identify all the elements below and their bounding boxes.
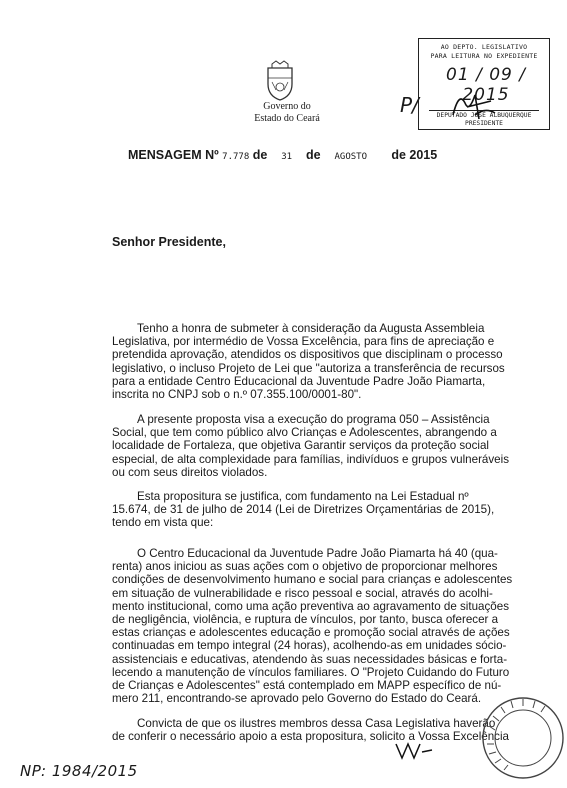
stamp-line2: PARA LEITURA NO EXPEDIENTE [430, 52, 538, 60]
gov-line2: Estado do Ceará [254, 113, 320, 124]
text-line: Convicta de que os ilustres membros dessa Casa Legislativa haverão [137, 717, 496, 730]
text-line: O Centro Educacional da Juventude Padre João Piamarta há 40 (qua- [137, 547, 498, 560]
text-line: em situação de vulnerabilidade e risco pessoal e social, através do acolhi- [112, 586, 493, 600]
stamp-line1: AO DEPTO. LEGISLATIVO [440, 43, 528, 51]
text-line: inscrita no CNPJ sob o n.º 07.355.100/0001-80". [112, 388, 362, 402]
text-line: renta) anos iniciou as suas ações com o objetivo de proporcionar melhores [112, 560, 498, 574]
state-coat-of-arms-icon [262, 60, 298, 102]
paragraph-3 [112, 490, 512, 530]
message-label: MENSAGEM Nº [128, 148, 219, 162]
handwritten-np-number: NP: 1984/2015 [20, 762, 138, 780]
text-line: mero 211, encontrando-se aprovado pelo Governo do Estado do Ceará. [112, 692, 482, 706]
text-line: Tenho a honra de submeter à consideração da Augusta Assembleia [137, 322, 485, 335]
message-title [128, 148, 437, 162]
government-header [232, 101, 342, 125]
stamp-line3: DEPUTADO JOSÉ ALBUQUERQUE [436, 112, 532, 119]
text-line: lecendo a manutenção de vínculos familiares. O "Projeto Cuidando do Futuro [112, 665, 510, 679]
text-line: Legislativa, por intermédio de Vossa Excelência, para fins de apreciação e [112, 335, 495, 349]
text-line: A presente proposta visa a execução do programa 050 – Assistência [137, 413, 490, 426]
text-line: localidade de Fortaleza, que objetiva Garantir serviços da proteção social [112, 439, 490, 453]
text-line: condições de desenvolvimento humano e social para crianças e adolescentes [112, 573, 513, 587]
message-day: 31 [281, 152, 293, 162]
text-line: mento institucional, como uma ação preventiva ao agravamento de situações [112, 599, 509, 613]
text-line: legislativo, o incluso Projeto de Lei que "autoriza a transferência de recursos [112, 361, 505, 375]
stamp-date: 01 / 09 / 2015 [446, 65, 526, 105]
stamp-line4: PRESIDENTE [465, 120, 503, 127]
text-line: ou com seus direitos violados. [112, 465, 268, 479]
text-line: estas crianças e adolescentes educação e promoção social através de ações [112, 626, 510, 640]
message-year: 2015 [409, 148, 438, 162]
salutation: Senhor Presidente, [112, 235, 226, 249]
paragraph-1 [112, 322, 512, 401]
gov-line1: Governo do [263, 101, 311, 112]
text-line: para a entidade Centro Educacional da Juventude Padre João Piamarta, [112, 374, 486, 388]
message-de2: de [306, 148, 321, 162]
text-line: 15.674, de 31 de julho de 2014 (Lei de Diretrizes Orçamentárias de 2015), [112, 503, 495, 517]
paragraph-4 [112, 547, 512, 705]
text-line: especial, de alta complexidade para famílias, indivíduos e grupos vulneráveis [112, 452, 509, 466]
handwritten-signature-icon [445, 85, 505, 125]
text-line: assistenciais e educativas, atendendo às suas necessidades básicas e forta- [112, 652, 508, 666]
message-de1: de [252, 148, 268, 162]
handwritten-initials-icon [392, 738, 437, 764]
text-line: pretendida aprovação, atendidos os dispositivos que disciplinam o processo [112, 348, 503, 362]
message-month: AGOSTO [334, 152, 368, 162]
message-de3: de [391, 148, 406, 162]
paragraph-5 [112, 717, 512, 743]
handwritten-p-mark: P/ [400, 93, 419, 117]
text-line: Social, que tem como público alvo Crianças e Adolescentes, abrangendo a [112, 426, 497, 440]
text-line: continuadas em tempo integral (24 horas), acolhendo-as em unidades sócio- [112, 639, 507, 653]
message-number: 7.778 [222, 152, 250, 162]
paragraph-2 [112, 413, 512, 479]
text-line: de conferir o necessário apoio a esta propositura, solicito a Vossa Excelência [112, 730, 509, 744]
text-line: tendo em vista que: [112, 516, 214, 530]
text-line: Esta propositura se justifica, com fundamento na Lei Estadual nº [137, 490, 469, 503]
text-line: de Crianças e Adolescentes" está contemplado em MAPP específico de nú- [112, 679, 502, 693]
round-stamp-icon [475, 690, 567, 782]
text-line: de negligência, violência, e ruptura de vínculos, por tanto, busca oferecer a [112, 613, 499, 627]
